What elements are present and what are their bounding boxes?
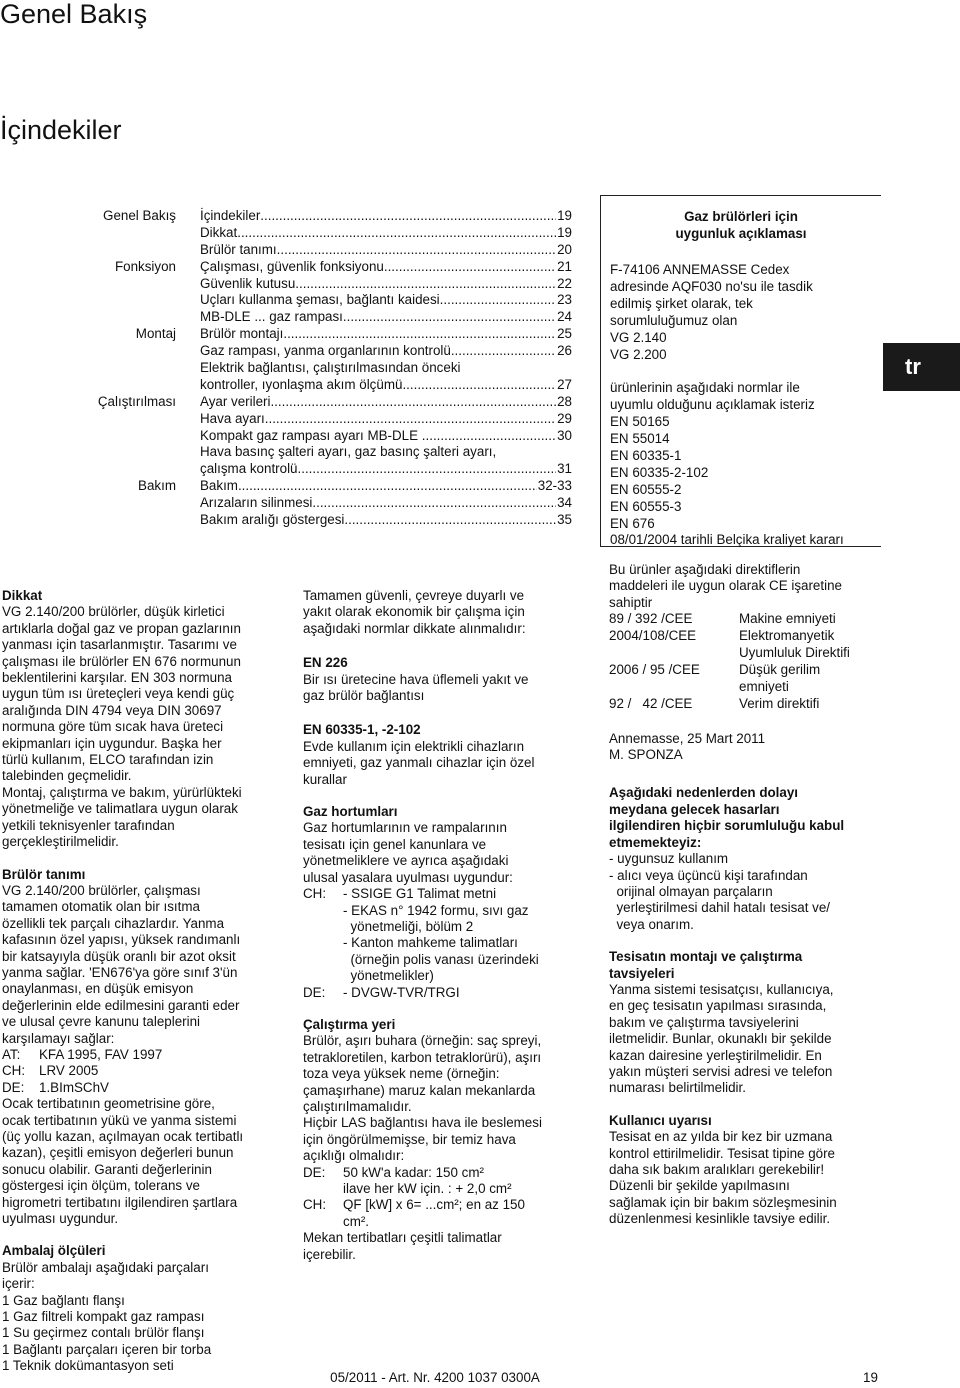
toc-entry-text: Bakım [200,478,238,494]
toc-entry-text: çalışma kontrolü [200,461,298,477]
brulor-text-line: ve ulusal çevre kanunu taleplerini [2,1014,201,1030]
toc-entry [200,461,572,478]
dikkat-text-line: yönetmeliğe ve talimatlara uygun olarak [2,801,238,817]
toc-heading: İçindekiler [0,115,122,145]
dikkat-text-line: çalışması ile brülörler EN 676 normunun [2,653,241,669]
conformity-heading-line: uygunluk açıklaması [675,226,807,241]
gaz-hortumlari-title: Gaz hortumları [303,804,398,820]
brulor-text-line: tamamen otomatik olan bir ısıtma [2,899,200,915]
toc-leader [270,394,556,411]
dikkat-text-line: beklentilerini karşılar. EN 303 normuna [2,670,232,686]
conformity-line: uyumlu olduğunu açıklamak isteriz [610,397,815,413]
toc-entry [200,326,572,343]
toc-entry-text: Çalışması, güvenlik fonksiyonu [200,258,384,274]
tesisat-title-line: Tesisatın montajı ve çalıştırma [609,949,803,965]
kullanici-text-line: Düzenli bir şekilde yapılmasını [609,1178,790,1194]
ambalaj-text-line: 1 Teknik dokümantasyon seti [2,1358,174,1374]
ambalaj-text-line: Brülör ambalajı aşağıdaki parçaları [2,1259,209,1275]
tesisat-text-line: iletmelidir. Bunlar, okunaklı bir şekilde [609,1031,832,1047]
emission-standard [2,1047,282,1063]
toc-leader [451,343,556,360]
section-label-bakim: Bakım [138,478,176,493]
ambalaj-text-line: içerir: [2,1276,35,1292]
toc-entry-text: Güvenlik kutusu [200,275,296,291]
ambalaj-title: Ambalaj ölçüleri [2,1243,106,1259]
emission-standard [2,1080,282,1096]
toc-leader [238,478,537,495]
calistirma-text-line: Hiçbir LAS bağlantısı hava ile beslemesi [303,1115,542,1131]
tesisat-title-line: tavsiyeleri [609,965,675,981]
footer-code: 05/2011 - Art. Nr. 4200 1037 0300A [330,1370,540,1385]
ocak-text-line: (üç yollu kazan, açılmayan ocak tertibatlı [2,1129,244,1144]
toc-entry-page: 28 [557,393,572,409]
gaz-regulation-key [303,968,343,984]
toc-leader [283,326,556,343]
conformity-line: adresinde AQF030 no'su ile tasdik [610,278,813,294]
tesisat-text-line: bakım ve çalıştırma tavsiyelerini [609,1014,799,1030]
directive-row [609,679,879,696]
section-label-calistirilmasi: Çalıştırılması [97,394,176,409]
gaz-regulation-key [303,952,343,968]
directive-name: Verim direktifi [739,695,820,711]
toc-entry-page: 31 [557,461,572,477]
column-right [609,562,879,1228]
directive-name: emniyeti [739,678,789,694]
conformity-line [601,363,881,380]
calistirma-text-line: çamaşırhane) maruz kalan mekanlarda [303,1082,536,1098]
toc-entry [200,343,572,360]
conformity-line: EN 55014 [610,431,670,447]
directive-row [609,628,879,645]
dikkat-title: Dikkat [2,588,43,603]
gaz-text-line: yönetmeliklere ve ayrıca aşağıdaki [303,853,509,869]
gaz-regulation-key [303,919,343,935]
kullanici-text-line: kontrol ettirilmelidir. Tesisat tipine göre [609,1145,836,1161]
toc-entry-page: 35 [557,512,572,528]
toc-entry [200,377,572,394]
toc-entry-text: Bakım aralığı göstergesi [200,512,345,528]
section-label-montaj: Montaj [135,326,176,341]
en226-title: EN 226 [303,655,348,671]
gaz-text-line: Gaz hortumlarının ve rampalarının [303,820,507,836]
table-of-contents [200,208,572,529]
toc-entry-page: 19 [557,224,572,240]
conformity-line: 08/01/2004 tarihli Belçika kraliyet kararı [610,532,844,548]
air-opening-key [303,1181,343,1197]
liability-item: - alıcı veya üçüncü kişi tarafından [609,867,808,883]
gaz-regulation-key: DE: [303,984,326,1000]
intro-text-line: Tamamen güvenli, çevreye duyarlı ve [303,588,525,603]
dikkat-text-line: talebinden geçmelidir. [2,768,132,784]
column-middle [303,588,588,1263]
section-label-genel-bakis: Genel Bakış [103,208,176,223]
kullanici-title: Kullanıcı uyarısı [609,1112,712,1128]
gaz-regulation [303,968,588,984]
air-opening-value: 50 kW'a kadar: 150 cm² [343,1164,484,1180]
toc-entry-text: Dikkat [200,224,238,240]
air-opening-key: DE: [303,1164,326,1180]
gaz-regulation [303,935,588,951]
toc-entry-text: Hava ayarı [200,410,265,426]
column-left [2,588,282,1375]
directive-row [609,696,879,713]
gaz-regulation [303,985,588,1001]
en60335-text-line: kurallar [303,771,347,787]
toc-entry-page: 21 [557,258,572,274]
air-opening-value: cm². [343,1213,370,1229]
toc-entry [200,394,572,411]
tesisat-text-line: Yanma sistemi tesisatçısı, kullanıcıya, [609,981,834,997]
conformity-line: EN 60555-2 [610,481,682,497]
dikkat-text-line: türlü kullanım, ELCO tarafından izin [2,752,214,768]
air-opening-value: QF [kW] x 6= ...cm²; en az 150 [343,1197,525,1213]
gaz-regulation-key: CH: [303,886,327,902]
toc-leader [402,377,556,394]
calistirma-text-line: açıklığı olmalıdır: [303,1148,405,1164]
liability-item: - uygunsuz kullanım [609,851,729,867]
toc-entry [200,225,572,242]
toc-entry-text: Elektrik bağlantısı, çalıştırılmasından önceki [200,360,461,376]
toc-entry [200,444,572,461]
ambalaj-text-line: 1 Su geçirmez contalı brülör flanşı [2,1325,205,1341]
gaz-text-line: tesisatı için genel kanunlara ve [303,836,487,852]
toc-leader [344,512,556,529]
section-label-fonksiyon: Fonksiyon [114,259,176,274]
conformity-line: ürünlerinin aşağıdaki normlar ile [610,380,800,396]
emission-standard-value: KFA 1995, FAV 1997 [39,1046,163,1062]
toc-leader [298,461,557,478]
tesisat-text-line: en geç tesisatın yapılması sırasında, [609,998,827,1014]
kullanici-text-line: düzenlenmesi kesinlikle tavsiye edilir. [609,1211,831,1227]
directive-code: 92 / 42 /CEE [609,695,693,711]
conformity-line: EN 60335-1 [610,447,682,463]
ocak-text-line: göstergesi için ölçüm, tolerans ve [2,1178,200,1194]
toc-entry [200,360,572,377]
dikkat-text-line: normuna göre tüm sıcak hava üreteci [2,719,224,735]
calistirma-yeri-title: Çalıştırma yeri [303,1016,396,1032]
brulor-text-line: bir katsayıyla düşük oranlı bir azot oksit [2,948,236,964]
ocak-text-line: higrometri tertibatını ilgilendiren şartlara [2,1194,238,1210]
toc-leader [343,309,556,326]
toc-entry-page: 19 [557,208,572,223]
dikkat-text-line: Montaj, çalıştırma ve bakım, yürürlükteki [2,784,242,800]
toc-entry-page: 29 [557,410,572,426]
toc-entry-page: 20 [557,241,572,257]
toc-leader [260,208,556,225]
language-tab: tr [883,343,960,391]
conformity-line: VG 2.200 [610,346,667,362]
dikkat-text-line: artıklarla doğal gaz ve propan gazlarının [2,620,241,636]
toc-entry-page: 32-33 [537,478,572,494]
liability-title-line: etmemekteyiz: [609,834,702,850]
signer-name: M. SPONZA [609,747,683,763]
ambalaj-text-line: 1 Gaz filtreli kompakt gaz rampası [2,1309,205,1325]
toc-leader [265,411,556,428]
brulor-title: Brülör tanımı [2,866,86,882]
gaz-regulation-value: - Kanton mahkeme talimatları [343,935,518,951]
brulor-text-line: onaylanması, en düşük emisyon [2,981,194,997]
toc-entry-page: 34 [557,495,572,511]
brulor-text-line: kafasının özel yapısı, yüksek randımanlı [2,932,241,948]
emission-standard [2,1063,282,1079]
liability-item: veya onarım. [609,916,694,932]
emission-standard-value: 1.BImSChV [39,1079,109,1095]
dikkat-text-line: VG 2.140/200 brülörler, düşük kirletici [2,604,225,620]
toc-entry-page: 30 [557,427,572,443]
directive-row [609,645,879,662]
kullanici-text-line: daha sık bakım aralıkları gerekebilir! [609,1162,825,1177]
brulor-text-line: özellikli tek parçalı cihazlardır. Yanma [2,915,225,931]
liability-item: yerleştirilmesi dahil hatalı tesisat ve/ [609,900,831,916]
toc-entry-page: 25 [557,326,572,342]
ambalaj-text-line: 1 Bağlantı parçaları içeren bir torba [2,1341,212,1357]
conformity-line: EN 50165 [610,414,670,430]
air-opening [303,1181,588,1197]
toc-entry-page: 22 [557,275,572,291]
toc-entry [200,411,572,428]
air-opening [303,1165,588,1181]
en60335-title: EN 60335-1, -2-102 [303,722,421,738]
conformity-heading-line: Gaz brülörleri için [684,209,798,224]
toc-entry [200,495,572,512]
dikkat-text-line: aralığında DIN 4794 veya DIN 30697 [2,702,222,718]
dikkat-text-line: gerçekleştirilmelidir. [2,834,119,850]
brulor-text-line: değerlerinin elde edilmesini garanti eder [2,997,240,1013]
place-date: Annemasse, 25 Mart 2011 [609,730,766,746]
toc-entry-page: 24 [557,309,572,325]
toc-entry [200,242,572,259]
toc-entry-text: İçindekiler [200,208,261,223]
ocak-text-line: Ocak tertibatının geometrisine göre, [2,1096,215,1112]
emission-standard-key: CH: [2,1063,26,1079]
gaz-regulation [303,919,588,935]
calistirma-text-line: toza veya yüksek neme (örneğin: [303,1066,500,1082]
en60335-text-line: Evde kullanım için elektrikli cihazların [303,738,525,754]
directive-name: Düşük gerilim [739,661,821,677]
emission-standard-value: LRV 2005 [39,1063,99,1079]
toc-leader [440,292,556,309]
conformity-line: EN 676 [610,515,655,531]
toc-leader [384,259,556,276]
gaz-regulation-value: yönetmelikler) [343,968,434,984]
tesisat-text-line: kazan dairesine yerleştirilmelidir. En [609,1047,822,1063]
ce-text-line: maddeleri ile uygun olarak CE işaretine [609,578,842,594]
conformity-line: EN 60555-3 [610,498,682,514]
directive-name: Makine emniyeti [739,611,836,627]
toc-entry [200,292,572,309]
toc-entry-text: kontroller, ıyonlaşma akım ölçümü [200,376,403,392]
en60335-text-line: emniyeti, gaz yanmalı cihazlar için özel [303,755,535,771]
gaz-regulation-key [303,903,343,919]
tesisat-text-line: yakın müşteri servisi adresi ve telefon [609,1063,833,1079]
directive-row [609,662,879,679]
intro-text-line: yakıt olarak ekonomik bir çalışma için [303,604,525,620]
toc-leader [277,242,556,259]
brulor-text-line: yanma sağlar. 'EN676'ya göre sınıf 3'ün [2,964,238,980]
dikkat-text-line: yetkili teknisyenler tarafından [2,817,175,833]
ce-text-line: sahiptir [609,594,653,610]
air-opening [303,1214,588,1230]
en226-text-line: Bir ısı üretecine hava üflemeli yakıt ve [303,671,529,687]
conformity-heading [601,208,881,242]
page-title: Genel Bakış [0,0,148,29]
gaz-regulation-value: - DVGW-TVR/TRGI [343,984,460,1000]
directive-code: 2006 / 95 /CEE [609,661,700,677]
toc-entry [200,512,572,529]
emission-standard-key: AT: [2,1046,21,1062]
air-opening-key: CH: [303,1197,327,1213]
mekan-text-line: Mekan tertibatları çeşitli talimatlar [303,1230,502,1246]
brulor-text-line: VG 2.140/200 brülörler, çalışması [2,882,201,898]
toc-entry-text: Uçları kullanma şeması, bağlantı kaidesi [200,292,440,308]
conformity-line: edilmiş şirket olarak, tek [610,295,753,311]
intro-text-line: aşağıdaki normlar dikkate alınmalıdır: [303,620,526,636]
calistirma-text-line: tetrakloretilen, karbon tetraklorürü), aşırı [303,1049,542,1065]
directive-code [609,679,739,696]
toc-leader [237,225,556,242]
gaz-regulation-value: yönetmeliği, bölüm 2 [343,918,474,934]
directive-name: Elektromanyetik [739,628,835,644]
dikkat-text-line: yanması için tasarlanmıştır. Tasarımı ve [2,637,237,653]
toc-entry [200,208,572,225]
toc-entry-text: Arızaların silinmesi [200,495,313,511]
toc-entry-text: Brülör montajı [200,326,284,342]
liability-title-line: Aşağıdaki nedenlerden dolayı [609,785,799,801]
ocak-text-line: kazan), çeşitli emisyon değerleri bunun [2,1145,234,1161]
gaz-regulation-value: - SSIGE G1 Talimat metni [343,886,497,902]
toc-leader [295,276,556,293]
mekan-text-line: içerebilir. [303,1246,356,1262]
toc-entry [200,276,572,293]
gaz-text-line: ulusal yasalara uyulması uygundur: [303,869,513,885]
dikkat-text-line: ekipmanları için uygundur. Başka her [2,735,222,751]
toc-leader [433,428,556,445]
ocak-text-line: uyulması uygundur. [2,1211,119,1227]
liability-item: orijinal olmayan parçaların [609,883,773,899]
toc-entry-page: 27 [557,376,572,392]
gaz-regulation-key [303,935,343,951]
toc-entry-page: 23 [557,292,572,308]
toc-entry-text: Ayar verileri [200,393,271,409]
tesisat-text-line: numarası belirtilmelidir. [609,1080,746,1096]
ocak-text-line: sonucu olabilir. Garanti değerlerinin [2,1161,212,1177]
toc-entry [200,428,572,445]
conformity-declaration-box [600,195,881,547]
gaz-regulation [303,886,588,902]
gaz-regulation [303,903,588,919]
directive-code [609,645,739,662]
calistirma-text-line: Brülör, aşırı buhara (örneğin: saç spreyi, [303,1033,542,1049]
directive-code: 89 / 392 /CEE [609,611,693,627]
kullanici-text-line: Tesisat en az yılda bir kez bir uzmana [609,1129,833,1145]
conformity-line: VG 2.140 [610,329,667,345]
toc-entry-page: 26 [557,343,572,359]
kullanici-text-line: sağlamak için bir bakım sözleşmesinin [609,1194,837,1210]
air-opening [303,1197,588,1213]
gaz-regulation [303,952,588,968]
ce-text-line: Bu ürünler aşağıdaki direktiflerin [609,562,801,577]
toc-entry [200,259,572,276]
directive-row [609,611,879,628]
conformity-line: F-74106 ANNEMASSE Cedex [610,262,790,277]
directive-code: 2004/108/CEE [609,628,697,644]
toc-entry [200,478,572,495]
toc-entry-text: Hava basınç şalteri ayarı, gaz basınç şalteri ayarı, [200,444,497,460]
conformity-line: EN 60335-2-102 [610,464,709,480]
toc-entry [200,309,572,326]
en226-text-line: gaz brülör bağlantısı [303,688,425,704]
gaz-regulation-value: (örneğin polis vanası üzerindeki [343,951,539,967]
toc-entry-text: Gaz rampası, yanma organlarının kontrolü [200,343,451,359]
liability-title-line: meydana gelecek hasarları [609,801,780,817]
toc-leader [312,495,556,512]
calistirma-text-line: çalıştırılmamalıdır. [303,1098,412,1114]
gaz-regulation-value: - EKAS n° 1942 formu, sıvı gaz [343,902,529,918]
toc-entry-text: MB-DLE ... gaz rampası [200,309,343,325]
toc-entry-text: Kompakt gaz rampası ayarı MB-DLE ... [200,427,433,443]
air-opening-key [303,1214,343,1230]
air-opening-value: ilave her kW için. : + 2,0 cm² [343,1181,512,1196]
conformity-line: sorumluluğumuz olan [610,312,738,328]
page-number: 19 [863,1370,878,1385]
ocak-text-line: ocak tertibatının yükü ve yanma sistemi [2,1112,237,1128]
toc-entry-text: Brülör tanımı [200,241,277,257]
dikkat-text-line: uygun tüm ısı üreteçleri veya kendi güç [2,686,235,702]
liability-title-line: ilgilendiren hiçbir sorumluluğu kabul [609,818,845,834]
calistirma-text-line: için öngörülmemişse, bir temiz hava [303,1131,516,1147]
emission-standard-key: DE: [2,1079,25,1095]
ambalaj-text-line: 1 Gaz bağlantı flanşı [2,1292,125,1308]
directive-name: Uyumluluk Direktifi [739,645,850,661]
brulor-text-line: karşılamayı sağlar: [2,1030,115,1046]
